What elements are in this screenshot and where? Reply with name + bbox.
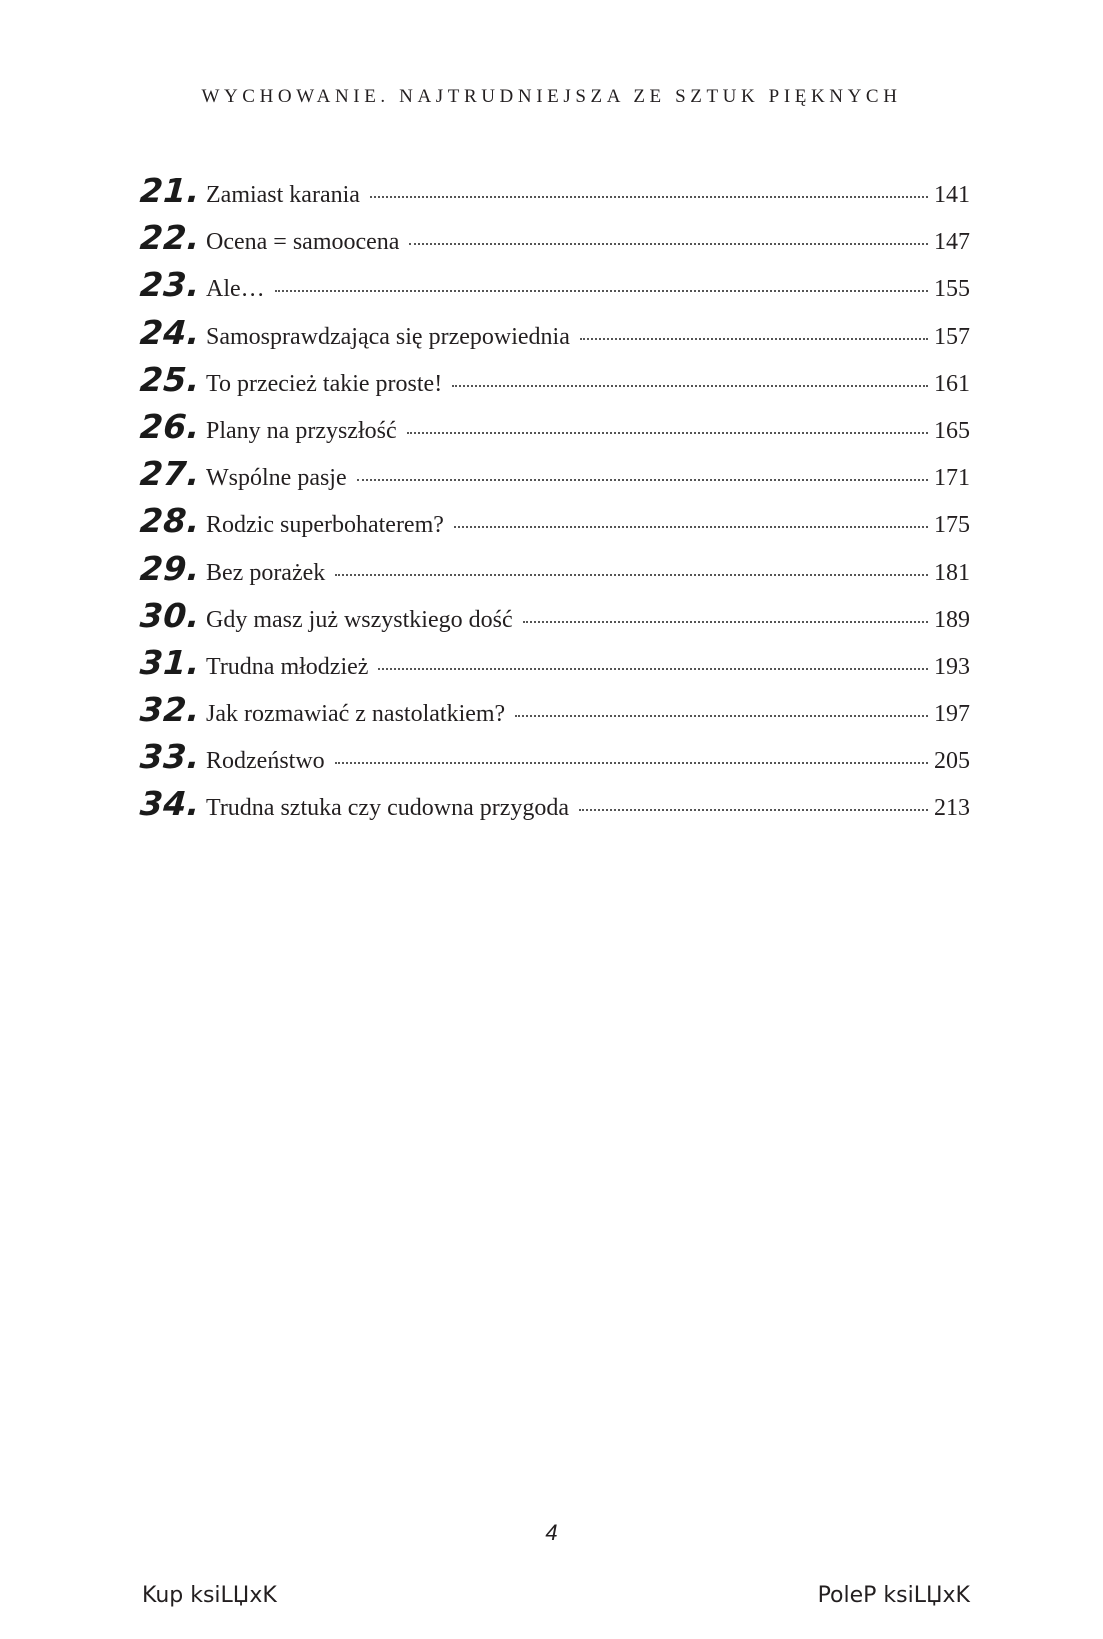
chapter-title: Jak rozmawiać z nastolatkiem? <box>206 701 506 728</box>
toc-entry[interactable] <box>138 218 970 268</box>
chapter-page: 157 <box>934 323 970 350</box>
toc-entry[interactable] <box>138 265 970 315</box>
page-number: 4 <box>545 1520 558 1545</box>
dot-leader <box>454 526 928 528</box>
toc-entry[interactable] <box>138 454 970 504</box>
dot-leader <box>409 243 928 245</box>
toc-entry[interactable] <box>138 595 970 646</box>
chapter-title: Zamiast karania <box>206 182 360 208</box>
chapter-page: 147 <box>934 229 970 256</box>
chapter-number: 25. <box>138 359 202 399</box>
dot-leader <box>370 196 928 198</box>
chapter-title: Wspólne pasje <box>206 465 347 492</box>
toc-entry[interactable] <box>138 312 970 363</box>
toc-entry[interactable] <box>138 690 970 740</box>
buy-book-link[interactable]: Kup ksiLЏxK <box>142 1583 277 1608</box>
chapter-number: 23. <box>138 265 202 305</box>
chapter-title: Gdy masz już wszystkiego dość <box>206 606 513 633</box>
chapter-title: Bez porażek <box>206 559 326 586</box>
toc-entry[interactable] <box>138 548 970 599</box>
chapter-page: 171 <box>934 465 970 492</box>
chapter-title: Rodzic superbohaterem? <box>206 512 444 539</box>
chapter-page: 155 <box>934 276 970 303</box>
chapter-number: 27. <box>138 454 202 494</box>
dot-leader <box>357 479 928 481</box>
dot-leader <box>579 809 928 811</box>
chapter-page: 189 <box>934 606 970 633</box>
chapter-number: 22. <box>138 218 202 258</box>
toc-entry[interactable] <box>138 359 970 410</box>
chapter-title: Ocena = samoocena <box>206 229 400 256</box>
chapter-page: 193 <box>934 653 970 680</box>
table-of-contents <box>138 171 970 835</box>
chapter-number: 32. <box>138 690 202 730</box>
chapter-page: 181 <box>934 559 970 586</box>
dot-leader <box>275 290 928 292</box>
chapter-number: 21. <box>138 171 202 210</box>
dot-leader <box>335 762 928 764</box>
dot-leader <box>452 385 928 387</box>
chapter-number: 29. <box>138 548 202 588</box>
chapter-page: 165 <box>934 417 970 444</box>
chapter-title: Samosprawdzająca się przepowiednia <box>206 323 570 350</box>
dot-leader <box>523 621 928 623</box>
dot-leader <box>515 715 928 717</box>
chapter-title: Rodzeństwo <box>206 748 325 775</box>
toc-entry[interactable] <box>138 784 970 834</box>
dot-leader <box>378 668 928 670</box>
chapter-page: 175 <box>934 512 970 539</box>
chapter-number: 26. <box>138 406 202 446</box>
chapter-title: Ale… <box>206 276 265 303</box>
chapter-page: 141 <box>934 182 970 208</box>
chapter-page: 213 <box>934 795 970 822</box>
chapter-title: To przecież takie proste! <box>206 370 443 397</box>
running-header: WYCHOWANIE. NAJTRUDNIEJSZA ZE SZTUK PIĘKNYCH <box>201 86 902 107</box>
chapter-number: 34. <box>138 784 202 824</box>
toc-entry[interactable] <box>138 642 970 693</box>
chapter-page: 161 <box>934 370 970 397</box>
toc-entry[interactable] <box>138 737 970 787</box>
chapter-title: Plany na przyszłość <box>206 417 397 444</box>
chapter-number: 33. <box>138 737 202 777</box>
chapter-title: Trudna sztuka czy cudowna przygoda <box>206 795 570 822</box>
recommend-book-link[interactable]: PoleP ksiLЏxK <box>817 1583 970 1608</box>
chapter-number: 31. <box>138 642 202 682</box>
dot-leader <box>335 574 928 576</box>
chapter-number: 24. <box>138 312 202 352</box>
chapter-page: 197 <box>934 701 970 728</box>
chapter-number: 28. <box>138 501 202 541</box>
toc-entry[interactable] <box>138 171 970 221</box>
dot-leader <box>580 338 928 340</box>
toc-entry[interactable] <box>138 501 970 551</box>
chapter-number: 30. <box>138 595 202 635</box>
chapter-page: 205 <box>934 748 970 775</box>
chapter-title: Trudna młodzież <box>206 653 369 680</box>
toc-entry[interactable] <box>138 406 970 457</box>
dot-leader <box>407 432 928 434</box>
